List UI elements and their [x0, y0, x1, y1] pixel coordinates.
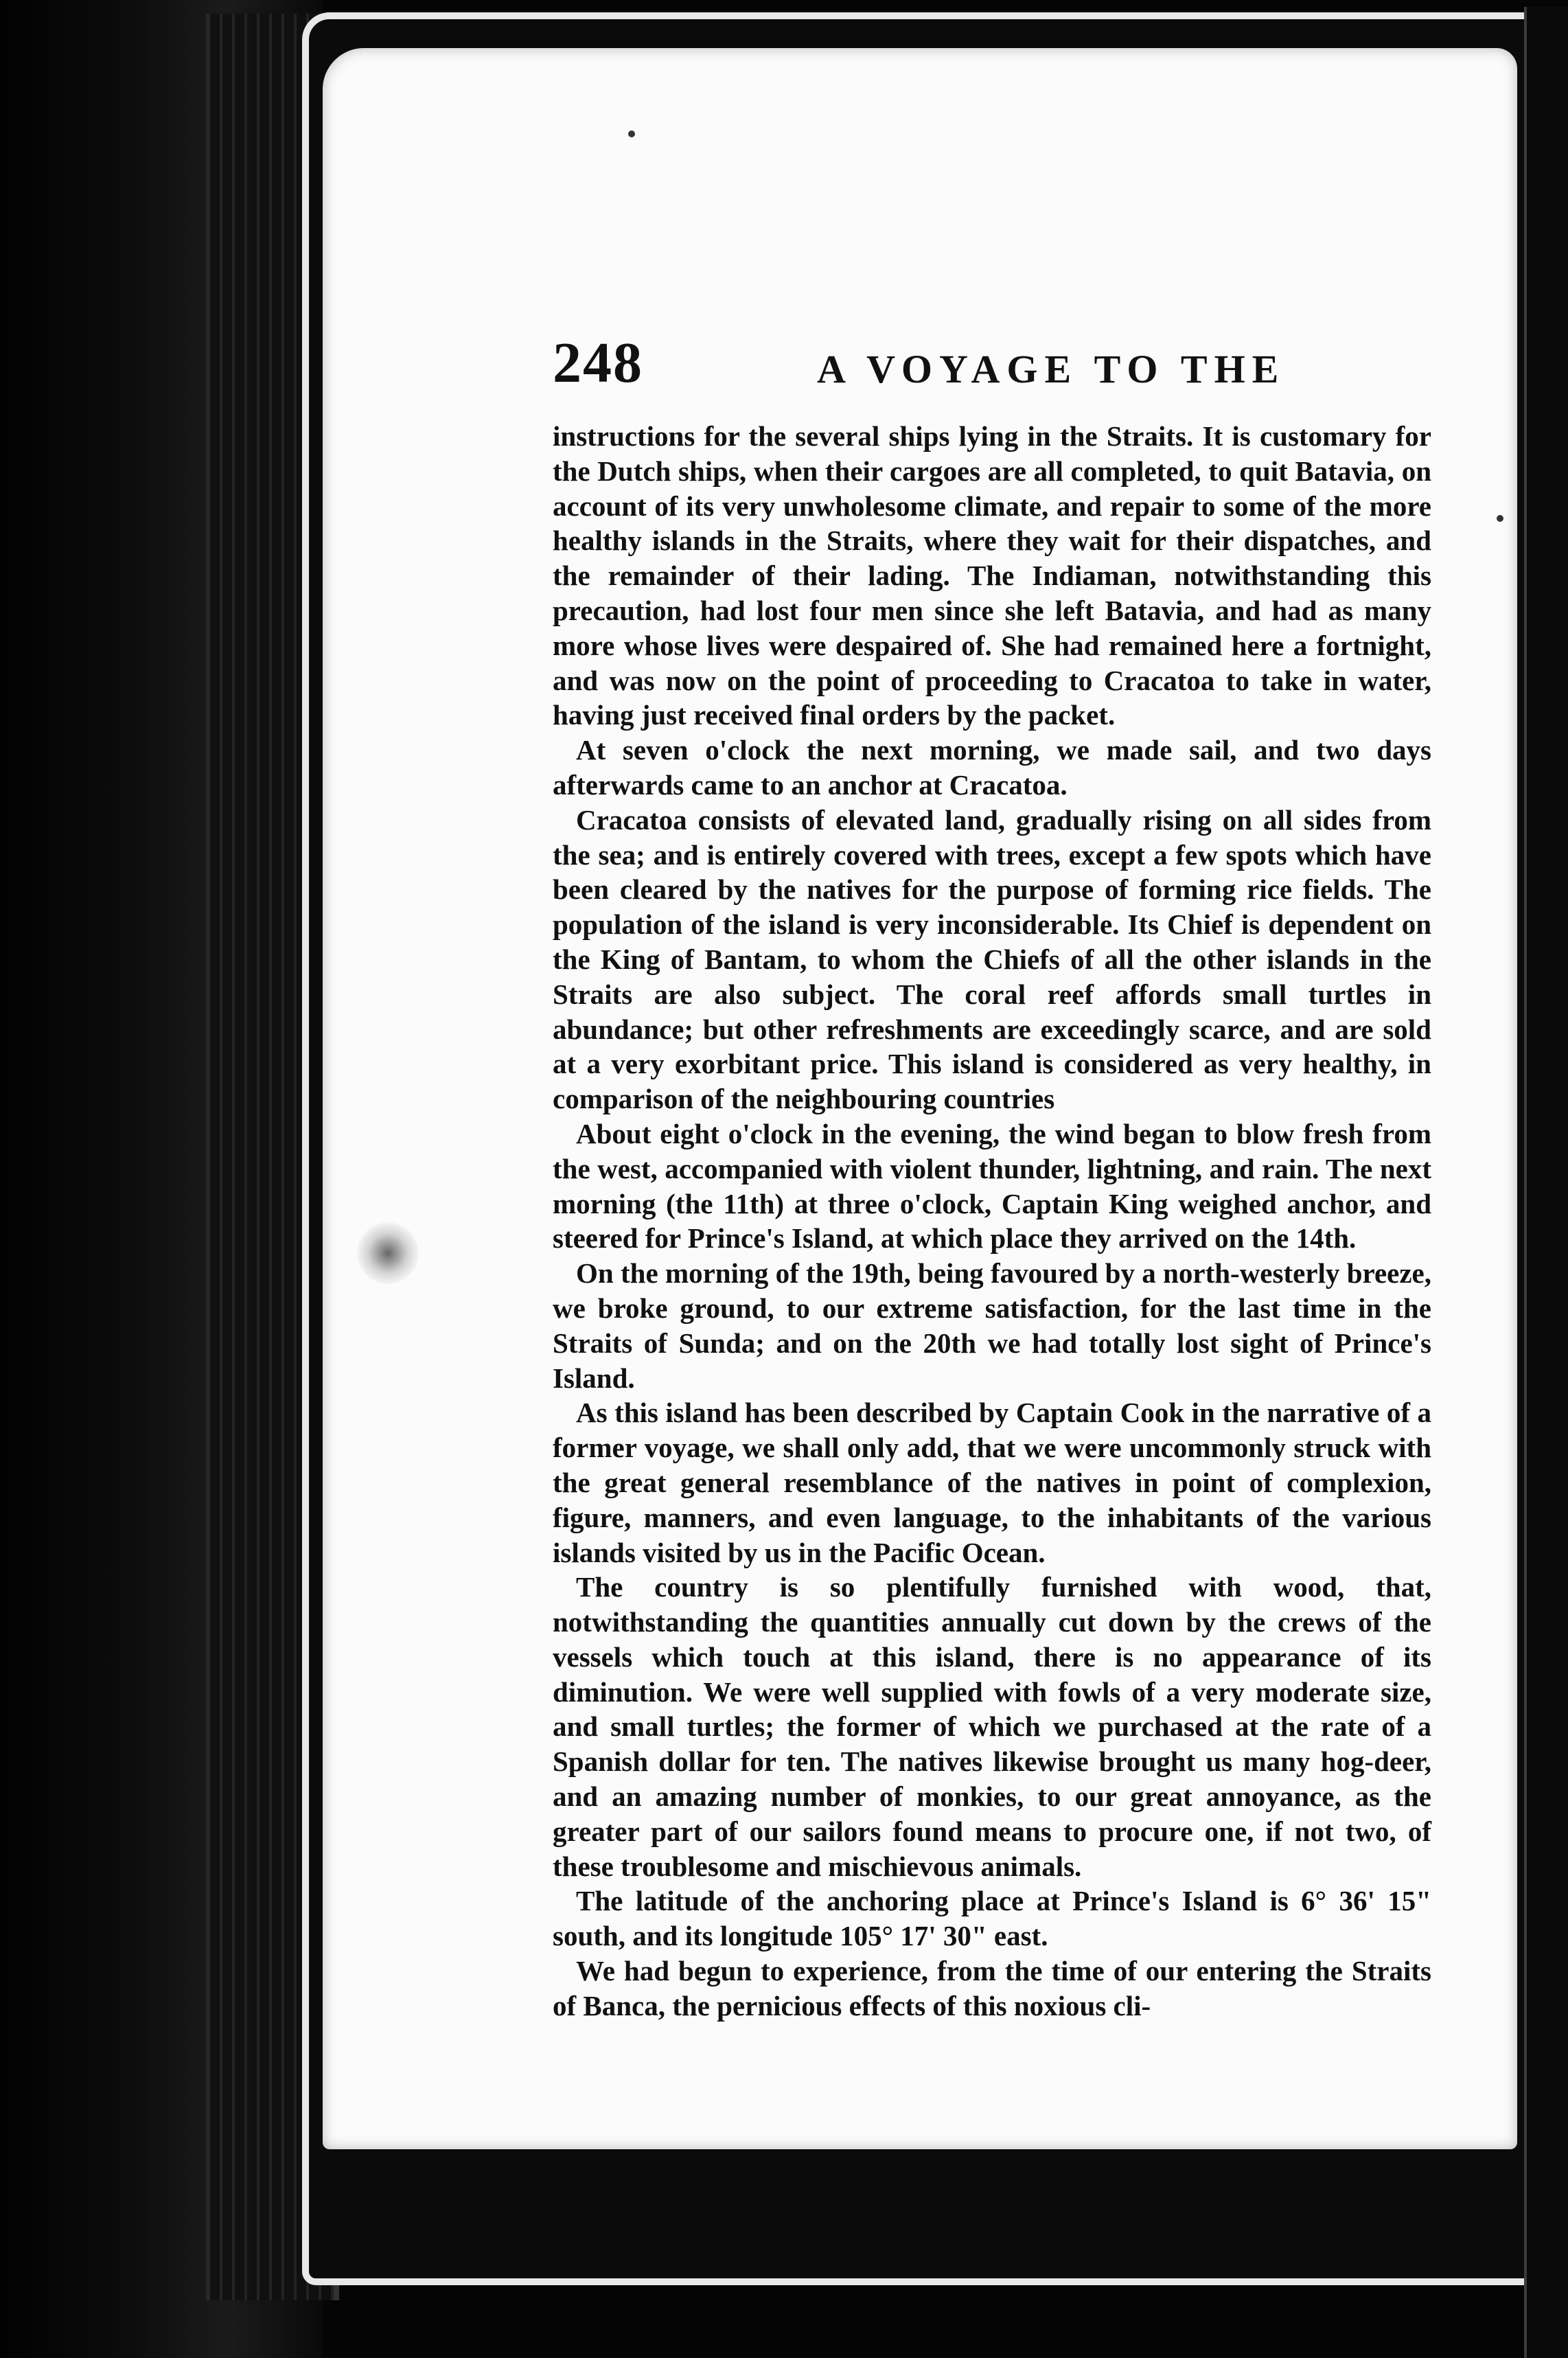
paragraph: Cracatoa consists of elevated land, gradually rising on all sides from the sea; and is entirely covered with trees, except a few spots which have been cleared by the natives for the purpose of forming rice fields. The population of the island is very inconsiderable. Its Chief is dependent on the King of Bantam, to whom the Chiefs of all the other islands in the Straits are also subject. The coral reef affords small turtles in abundance; but other refreshments are exceedingly scarce, and are sold at a very exorbitant price. This island is considered as very healthy, in comparison of the neighbouring countries [553, 803, 1431, 1115]
running-head: A VOYAGE TO THE [817, 347, 1286, 391]
ink-speck [1497, 515, 1503, 522]
paragraph: The latitude of the anchoring place at Prince's Island is 6° 36' 15" south, and its longitude 105° 17' 30" east. [553, 1885, 1431, 1952]
page-header [553, 330, 1431, 395]
paragraph: The country is so plentifully furnished with wood, that, notwithstanding the quantities annually cut down by the crews of the vessels which touch at this island, there is no appearance of its diminution. We were well supplied with fowls of a very moderate size, and small turtles; the former of which we purchased at the rate of a Spanish dollar for ten. The natives likewise brought us many hog-deer, and an amazing number of monkies, to our great annoyance, as the greater part of our sailors found means to procure one, if not two, of these troublesome and mischievous animals. [553, 1571, 1431, 1882]
paragraph: On the morning of the 19th, being favoured by a north-westerly breeze, we broke ground, to our extreme satisfaction, for the last time in the Straits of Sunda; and on the 20th we had totally lost sight of Prince's Island. [553, 1257, 1431, 1394]
ink-speck [628, 130, 635, 137]
page-number: 248 [553, 331, 643, 395]
right-page-edge [1524, 7, 1568, 2358]
paragraph: As this island has been described by Captain Cook in the narrative of a former voyage, we shall only add, that we were uncommonly struck with the great general resemblance of the natives in point of complexion, figure, manners, and even language, to the inhabitants of the various islands visited by us in the Pacific Ocean. [553, 1397, 1431, 1568]
paragraph: At seven o'clock the next morning, we made sail, and two days afterwards came to an anchor at Cracatoa. [553, 734, 1431, 801]
body-text [553, 419, 1431, 2024]
paragraph: We had begun to experience, from the time of our entering the Straits of Banca, the pernicious effects of this noxious cli- [553, 1955, 1431, 2022]
ink-smudge [357, 1222, 419, 1284]
paragraph: About eight o'clock in the evening, the wind began to blow fresh from the west, accompanied with violent thunder, lightning, and rain. The next morning (the 11th) at three o'clock, Captain King weighed anchor, and steered for Prince's Island, at which place they arrived on the 14th. [553, 1117, 1431, 1255]
paragraph: instructions for the several ships lying in the Straits. It is customary for the Dutch ships, when their cargoes are all completed, to quit Batavia, on account of its very unwholesome climate, and repair to some of the more healthy islands in the Straits, where they wait for their dispatches, and the remainder of their lading. The Indiaman, notwithstanding this precaution, had lost four men since she left Batavia, and had as many more whose lives were despaired of. She had remained here a fortnight, and was now on the point of proceeding to Cracatoa to take in water, having just received final orders by the packet. [553, 420, 1431, 731]
